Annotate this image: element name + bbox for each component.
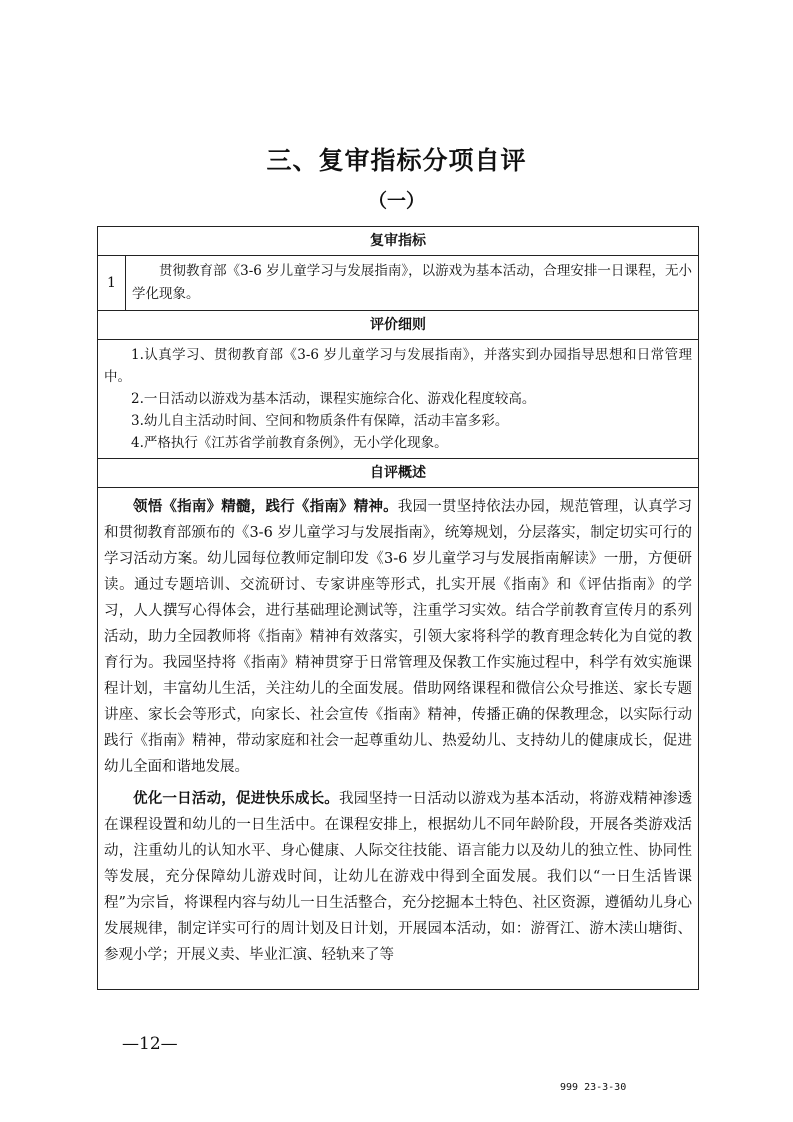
criteria-item-4: 4.严格执行《江苏省学前教育条例》，无小学化现象。 (131, 435, 448, 451)
page-number: —12— (122, 1034, 178, 1054)
criteria-cell (98, 340, 699, 459)
summary-paragraph-1 (104, 494, 692, 780)
summary-cell (98, 488, 699, 990)
criteria-item-1: 1.认真学习、贯彻教育部《3-6 岁儿童学习与发展指南》，并落实到办园指导思想和日常管理中。 (104, 347, 692, 385)
criteria-item-3: 3.幼儿自主活动时间、空间和物质条件有保障，活动丰富多彩。 (131, 413, 509, 429)
section-header-summary: 自评概述 (98, 459, 699, 488)
summary-paragraph-2 (104, 786, 692, 968)
summary-paragraph-2-lead: 优化一日活动，促进快乐成长。 (133, 790, 340, 807)
indicator-cell (126, 256, 699, 311)
summary-paragraph-2-body: 我园坚持一日活动以游戏为基本活动，将游戏精神渗透在课程设置和幼儿的一日生活中。在课程安排上，根据幼儿不同年龄阶段，开展各类游戏活动，注重幼儿的认知水平、身心健康、人际交往技能、语言能力以及幼儿的独立性、协同性等发展，充分保障幼儿游戏时间，让幼儿在游戏中得到全面发展。我们以“一日生活皆课程”为宗旨，将课程内容与幼儿一日生活整合，充分挖掘本土特色、社区资源，遵循幼儿身心发展规律，制定详实可行的周计划及日计划，开展园本活动，如：游胥江、游木渎山塘街、参观小学；开展义卖、毕业汇演、轻轨来了等 (104, 791, 693, 963)
section-header-indicator: 复审指标 (98, 227, 699, 256)
criteria-item-2: 2.一日活动以游戏为基本活动，课程实施综合化、游戏化程度较高。 (131, 391, 536, 407)
summary-paragraph-1-body: 我园一贯坚持依法办园，规范管理，认真学习和贯彻教育部颁布的《3-6 岁儿童学习与发展指南》，统筹规划，分层落实，制定切实可行的学习活动方案。幼儿园每位教师定制印发《3-6 岁儿童学习与发展指南解读》一册，方便研读。通过专题培训、交流研讨、专家讲座等形式，扎实开展《指南》和《评估指南》的学习，人人撰写心得体会，进行基础理论测试等，注重学习实效。结合学前教育宣传月的系列活动，助力全园教师将《指南》精神有效落实，引领大家将科学的教育理念转化为自觉的教育行为。我园坚持将《指南》精神贯穿于日常管理及保教工作实施过程中，科学有效实施课程计划，丰富幼儿生活，关注幼儿的全面发展。借助网络课程和微信公众号推送、家长专题讲座、家长会等形式，向家长、社会宣传《指南》精神，传播正确的保教理念，以实际行动践行《指南》精神，带动家庭和社会一起尊重幼儿、热爱幼儿、支持幼儿的健康成长，促进幼儿全面和谐地发展。 (104, 499, 692, 775)
evaluation-table (97, 226, 699, 990)
indicator-text: 贯彻教育部《3-6 岁儿童学习与发展指南》，以游戏为基本活动，合理安排一日课程，无小学化现象。 (132, 263, 692, 302)
print-stamp: 999 23-3-30 (560, 1082, 627, 1093)
page-subtitle: （一） (367, 190, 425, 212)
indicator-number: 1 (98, 256, 126, 311)
page-title: 三、复审指标分项自评 (266, 146, 527, 175)
section-header-criteria: 评价细则 (98, 311, 699, 340)
summary-paragraph-1-lead: 领悟《指南》精髓，践行《指南》精神。 (133, 498, 398, 515)
